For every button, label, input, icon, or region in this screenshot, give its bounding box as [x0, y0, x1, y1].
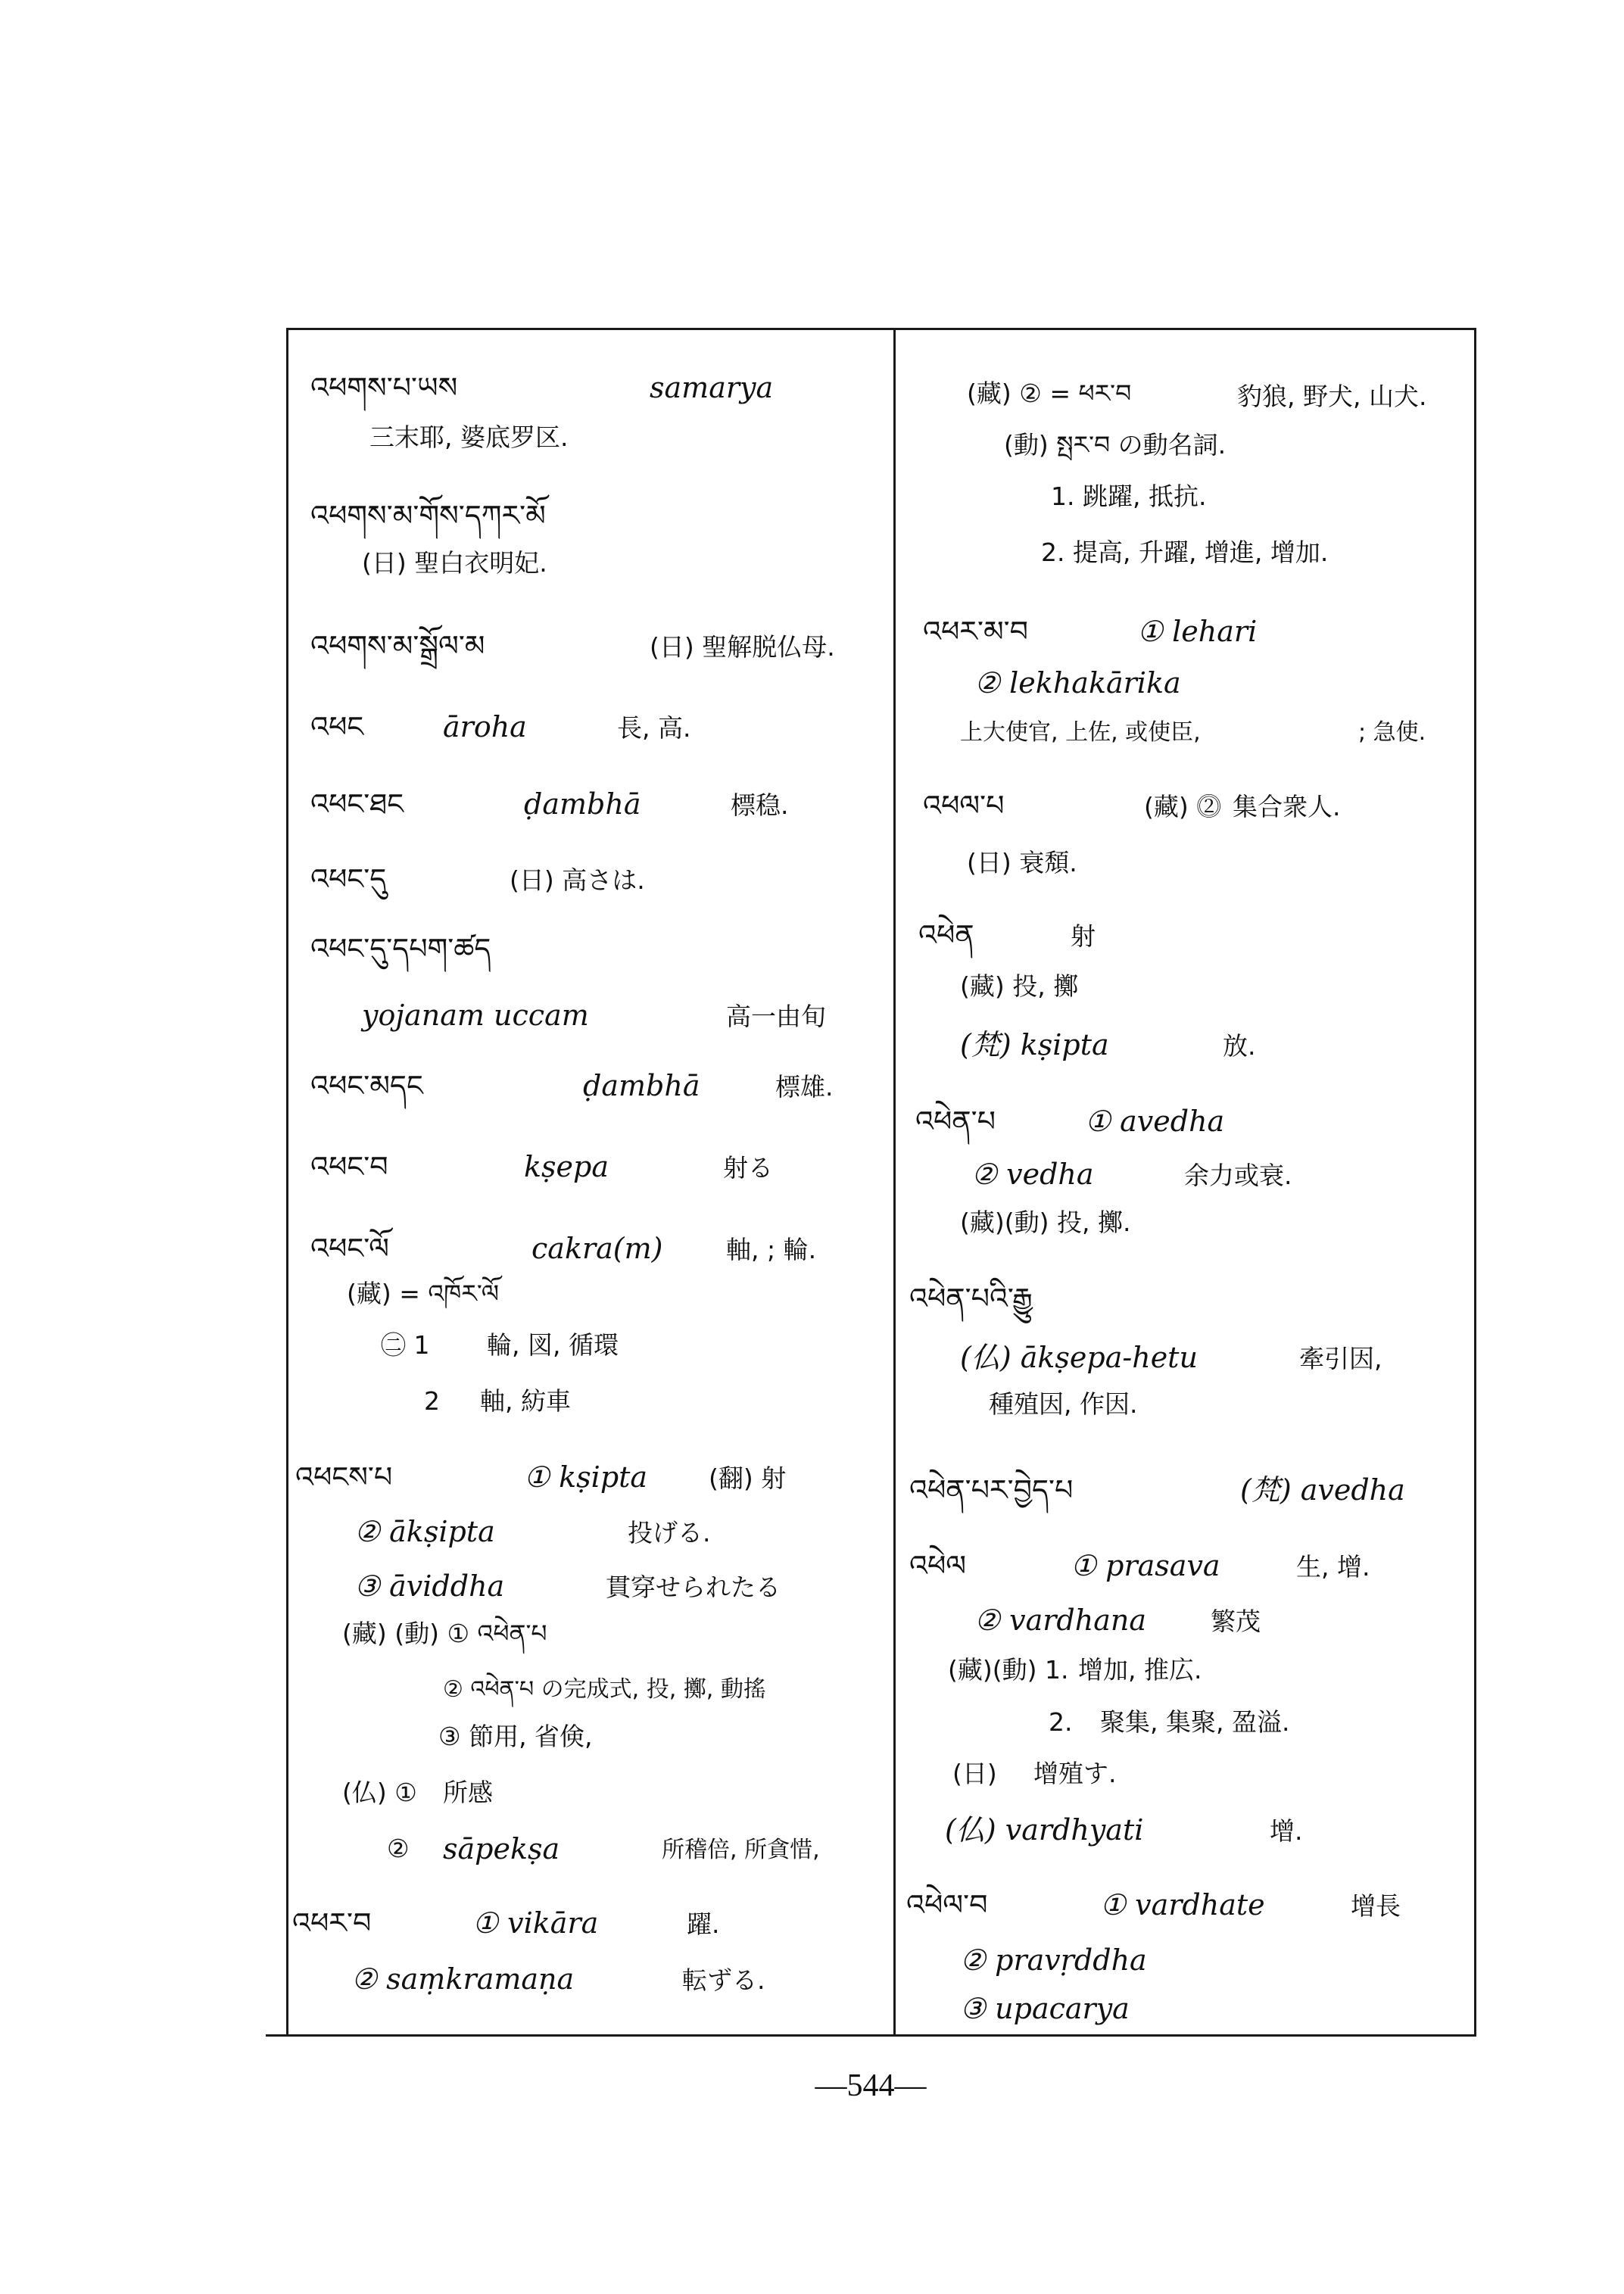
entry-headword: འཕར་བ	[292, 1906, 372, 1940]
entry-headword: འཕང་མདང	[310, 1069, 423, 1102]
entry-line: (藏) = འཁོར་ལོ	[347, 1279, 500, 1308]
sanskrit-term: ① avedha	[1085, 1105, 1225, 1138]
entry-line: (藏) ② = ཕར་བ	[967, 379, 1132, 408]
sanskrit-term: ② vardhana	[974, 1604, 1147, 1637]
japanese-gloss: 所感	[443, 1778, 493, 1807]
japanese-gloss: 軸, ; 輪.	[726, 1235, 817, 1264]
japanese-gloss: 三末耶, 婆底罗区.	[369, 422, 569, 452]
japanese-gloss: (日) 聖解脱仏母.	[650, 632, 835, 662]
entry-headword: འཕགས་མ་སྒྲོལ་མ	[310, 629, 485, 662]
japanese-gloss: 余力或衰.	[1184, 1161, 1292, 1190]
entry-headword: འཕགས་མ་གོས་དཀར་མོ	[310, 499, 546, 532]
japanese-gloss: (翻) 射	[709, 1463, 787, 1493]
entry-line-marker: 2.	[1049, 1707, 1073, 1737]
sanskrit-term: ḍambhā	[524, 787, 641, 821]
japanese-gloss: 聚集, 集聚, 盈溢.	[1100, 1707, 1290, 1737]
entry-headword: འཕར་མ་བ	[923, 615, 1028, 648]
entry-headword: འཕེལ	[909, 1549, 967, 1582]
sanskrit-term: āroha	[443, 710, 527, 743]
sanskrit-term: ② ākṣipta	[354, 1515, 495, 1548]
entry-line: ③ 節用, 省倹,	[438, 1722, 593, 1751]
sanskrit-term: ① prasava	[1071, 1549, 1220, 1582]
entry-line: (藏) 投, 擲	[960, 971, 1079, 1001]
entry-headword: འཕགས་པ་ཡས	[310, 371, 458, 404]
japanese-gloss: (日) 高さは.	[510, 865, 645, 895]
entry-line-marker: (日)	[952, 1759, 997, 1788]
entry-line-marker: 2	[424, 1386, 440, 1416]
japanese-gloss: 繁茂	[1211, 1607, 1261, 1636]
entry-headword: འཕངས་པ	[295, 1460, 393, 1494]
sanskrit-term: (仏) ākṣepa-hetu	[960, 1341, 1198, 1374]
sanskrit-term: ② saṃkramaṇa	[351, 1962, 575, 1996]
sanskrit-term: yojanam uccam	[362, 999, 589, 1032]
entry-line: (藏)(動) 投, 擲.	[960, 1208, 1131, 1237]
japanese-gloss: 增殖す.	[1033, 1759, 1117, 1788]
entry-headword: འཕང་དུ་དཔག་ཚད	[310, 932, 491, 965]
sanskrit-term: samarya	[650, 371, 774, 404]
japanese-gloss: 增.	[1270, 1816, 1303, 1846]
entry-line-marker: ②	[387, 1834, 410, 1863]
sanskrit-term: kṣepa	[524, 1150, 609, 1183]
entry-line: (藏) (動) ① འཕེན་པ	[342, 1619, 547, 1648]
sanskrit-term: ① lehari	[1137, 615, 1258, 648]
entry-headword: འཕལ་པ	[923, 789, 1005, 822]
entry-line-marker: (藏)(動) 1.	[948, 1655, 1069, 1685]
entry-line: ② འཕེན་པ の完成式, 投, 擲, 動搖	[443, 1676, 766, 1703]
japanese-gloss: 標稳.	[731, 790, 789, 820]
sanskrit-term: ③ upacarya	[960, 1992, 1130, 2025]
entry-headword: འཕང་ཐང	[310, 787, 404, 821]
entry-headword: འཕེན	[918, 918, 974, 952]
entry-headword: འཕང་བ	[310, 1150, 388, 1183]
japanese-gloss: 集合衆人.	[1233, 792, 1341, 821]
entry-line-marker: ㊁ 1	[381, 1330, 430, 1360]
sanskrit-term: (仏) vardhyati	[945, 1813, 1144, 1847]
japanese-gloss: 射	[1071, 921, 1096, 951]
japanese-gloss: 牽引因,	[1299, 1344, 1382, 1373]
entry-headword: འཕེན་པ	[915, 1105, 996, 1138]
entry-headword: འཕེལ་བ	[906, 1888, 988, 1922]
entry-line: (動) སྤར་བ の動名詞.	[1004, 430, 1227, 460]
column-divider	[893, 328, 896, 2037]
entry-line-marker: (仏) ①	[342, 1778, 417, 1807]
sanskrit-term: ③ āviddha	[354, 1569, 505, 1603]
japanese-gloss: 投げる.	[628, 1518, 711, 1548]
sanskrit-term: ② lekhakārika	[974, 666, 1181, 700]
japanese-gloss: 種殖因, 作因.	[989, 1389, 1138, 1419]
japanese-gloss: 長, 高.	[617, 713, 691, 743]
japanese-gloss: ; 急使.	[1358, 719, 1426, 746]
japanese-gloss: 軸, 紡車	[480, 1386, 571, 1416]
entry-headword: འཕང་ལོ	[310, 1232, 389, 1265]
sanskrit-term: ① vardhate	[1100, 1888, 1265, 1922]
entry-line-marker: (藏) ⓶	[1144, 792, 1222, 821]
japanese-gloss: 放.	[1223, 1031, 1256, 1061]
sanskrit-term: ② vedha	[971, 1158, 1094, 1191]
sanskrit-term: sāpekṣa	[443, 1832, 560, 1865]
japanese-gloss: 增長	[1351, 1891, 1401, 1921]
japanese-gloss: 転ずる.	[682, 1965, 765, 1995]
entry-headword: འཕང	[310, 710, 364, 743]
page-number: —544—	[815, 2068, 927, 2103]
japanese-gloss: 增加, 推広.	[1078, 1655, 1202, 1685]
entry-headword: འཕེན་པར་བྱེད་པ	[909, 1473, 1074, 1507]
sanskrit-term: (梵) avedha	[1240, 1473, 1405, 1507]
entry-headword: འཕེན་པའི་རྒྱུ	[909, 1282, 1033, 1315]
sanskrit-term: ① vikāra	[472, 1906, 599, 1940]
sanskrit-term: ① kṣipta	[524, 1460, 648, 1494]
japanese-gloss: 標雄.	[775, 1072, 834, 1102]
japanese-gloss: 貫穿せられたる	[606, 1572, 781, 1602]
japanese-gloss: 生, 增.	[1296, 1552, 1370, 1582]
sanskrit-term: ḍambhā	[583, 1069, 700, 1102]
japanese-gloss: 高一由旬	[726, 1002, 826, 1031]
japanese-gloss: 所稽倍, 所貪惜,	[662, 1837, 820, 1863]
frame-rule	[266, 2034, 296, 2037]
sanskrit-term: ② pravṛddha	[960, 1943, 1147, 1977]
japanese-gloss: 射る	[723, 1153, 773, 1183]
sanskrit-term: (梵) kṣipta	[960, 1028, 1109, 1061]
japanese-gloss: (日) 聖白衣明妃.	[362, 548, 547, 578]
sanskrit-term: cakra(m)	[531, 1232, 663, 1265]
entry-line: 1. 跳躍, 抵抗.	[1051, 482, 1207, 511]
japanese-gloss: (日) 衰頽.	[967, 848, 1077, 877]
japanese-gloss: 輪, 図, 循環	[487, 1330, 619, 1360]
entry-line: 2. 提高, 升躍, 增進, 增加.	[1041, 538, 1329, 567]
entry-headword: འཕང་དུ	[310, 862, 387, 896]
japanese-gloss: 躍.	[687, 1909, 720, 1939]
japanese-gloss: 上大使官, 上佐, 或使臣,	[960, 719, 1201, 746]
japanese-gloss: 豹狼, 野犬, 山犬.	[1237, 382, 1427, 411]
